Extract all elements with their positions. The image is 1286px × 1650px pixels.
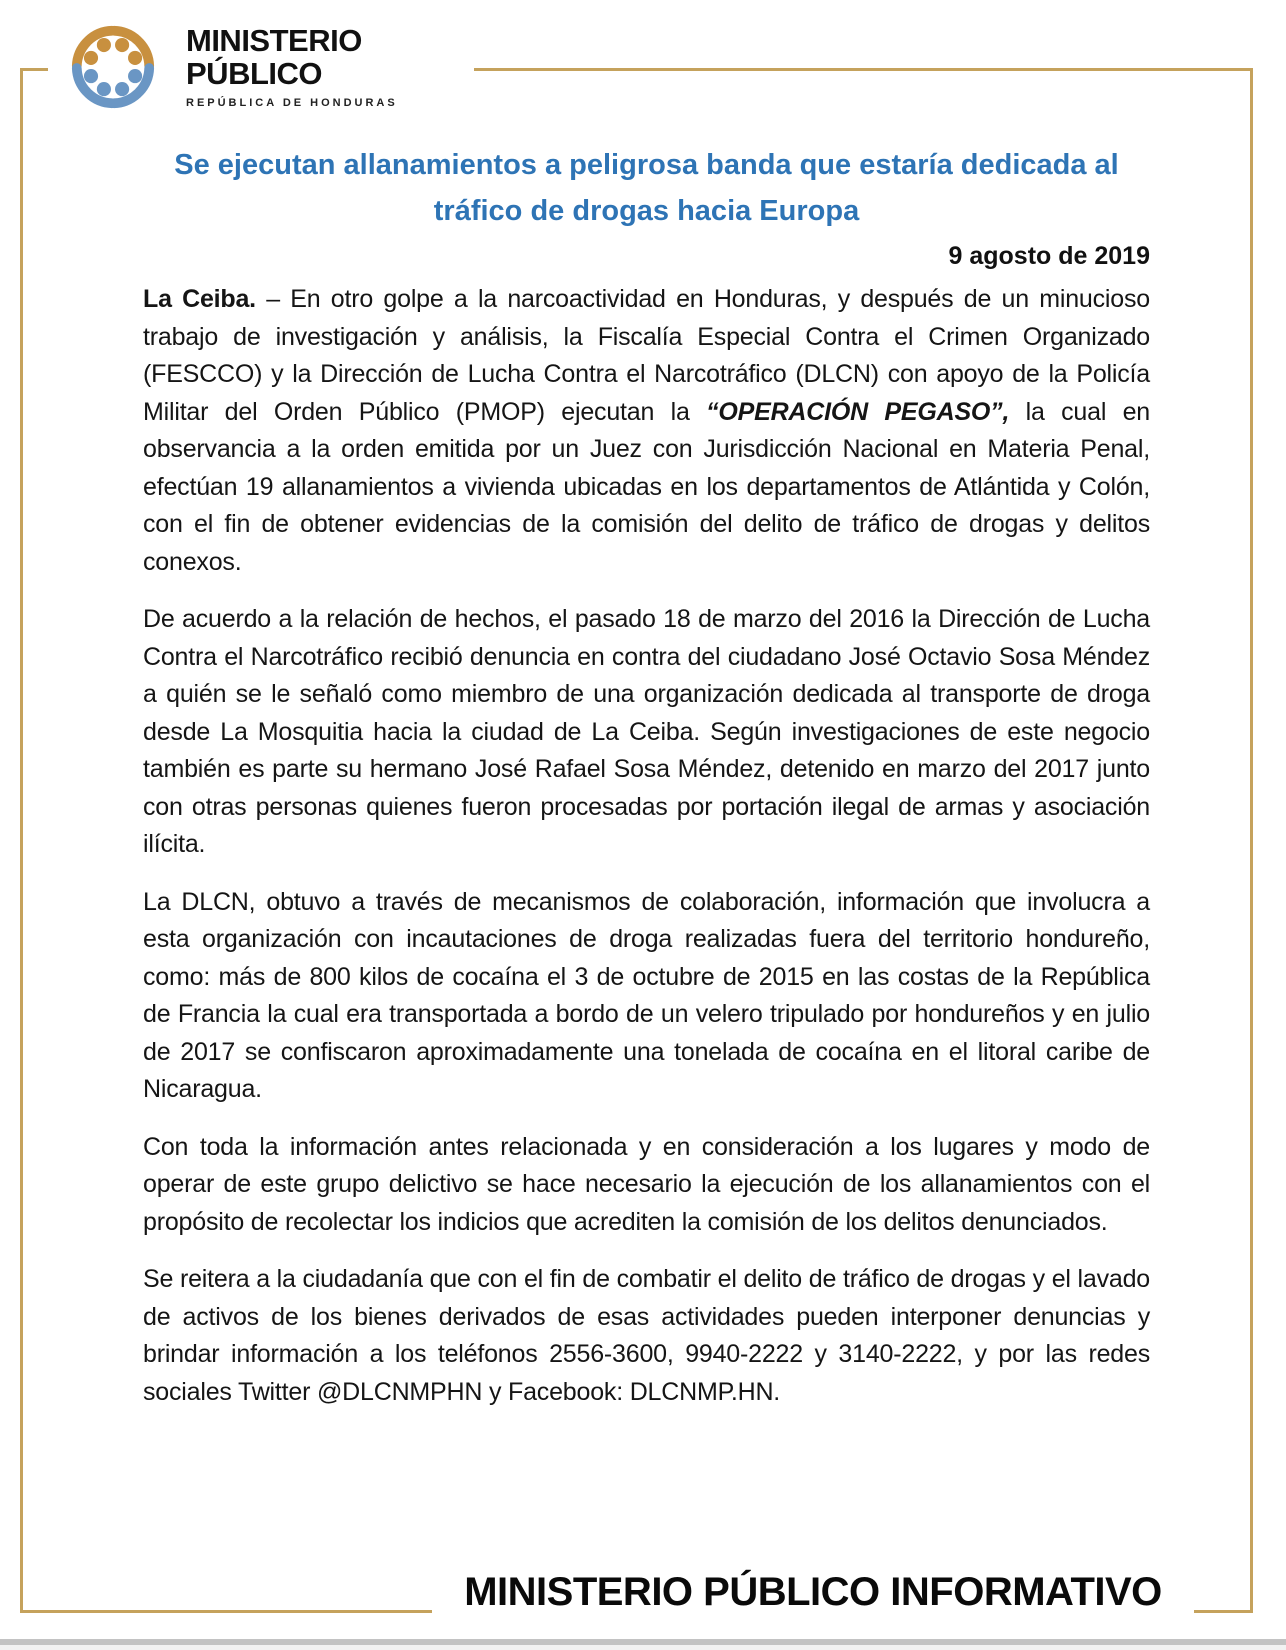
footer-banner: [432, 1568, 1194, 1623]
horizontal-scrollbar-track[interactable]: [0, 1639, 1286, 1650]
ministerio-publico-emblem-icon: [56, 14, 170, 120]
text-run: La DLCN, obtuvo a través de mecanismos de colaboración, información que involucra a esta organización con incautaciones de droga realizadas fuera del territorio hondureño, como: más de 800 kilos de cocaína el 3 de octubre de 2015 en las costas de la República de Francia la cual era transportada a bordo de un velero tripulado por hondureños y en julio de 2017 se confiscaron aproximadamente una tonelada de cocaína en el litoral caribe de Nicaragua.: [143, 887, 1150, 1103]
logo-tagline: REPÚBLICA DE HONDURAS: [186, 97, 398, 109]
text-run: Se reitera a la ciudadanía que con el fin de combatir el delito de tráfico de drogas y el lavado de activos de los bienes derivados de esas actividades pueden interponer denuncias y brindar información a los teléfonos 2556-3600, 9940-2222 y 3140-2222, y por las redes sociales Twitter @DLCNMPHN y Facebook: DLCNMP.HN.: [143, 1265, 1150, 1406]
paragraph: [143, 1129, 1150, 1242]
logo-wordmark: [186, 14, 398, 109]
paragraph: [143, 1261, 1150, 1411]
footer-banner-text: MINISTERIO PÚBLICO INFORMATIVO: [464, 1570, 1162, 1614]
logo-org-name-line1: MINISTERIO: [186, 23, 362, 58]
paragraph: [143, 884, 1150, 1109]
text-run: “OPERACIÓN PEGASO”,: [706, 397, 1010, 426]
paragraph: [143, 601, 1150, 864]
emblem-bottom-figures: [77, 68, 149, 103]
text-run: Con toda la información antes relacionada y en consideración a los lugares y modo de operar de este grupo delictivo se hace necesario la ejecución de los allanamientos con el propósito de recolectar los indicios que acrediten la comisión de los delitos denunciados.: [143, 1132, 1150, 1236]
emblem-top-figures: [77, 31, 149, 66]
article-title: Se ejecutan allanamientos a peligrosa banda que estaría dedicada al tráfico de drogas hacia Europa: [174, 149, 1119, 227]
article: [143, 142, 1150, 1431]
header-logo-block: [48, 10, 474, 130]
article-body: [143, 281, 1150, 1411]
text-run: La Ceiba.: [143, 285, 256, 313]
text-run: – En otro golpe a la narcoactividad en Honduras, y después de un minucioso trabajo de investigación y análisis, la Fiscalía Especial Contra el Crimen Organizado (FESCCO) y la Dirección de Lucha Contra el Narcotráfico (DLCN) con apoyo de la Policía Militar del Orden Público (PMOP) ejecutan la: [143, 285, 1150, 426]
article-date: 9 agosto de 2019: [948, 242, 1150, 270]
text-run: De acuerdo a la relación de hechos, el pasado 18 de marzo del 2016 la Dirección de Lucha Contra el Narcotráfico recibió denuncia en contra del ciudadano José Octavio Sosa Méndez a quién se le señaló como miembro de una organización dedicada al transporte de droga desde La Mosquitia hacia la ciudad de La Ceiba. Según investigaciones de este negocio también es parte su hermano José Rafael Sosa Méndez, detenido en marzo del 2017 junto con otras personas quienes fueron procesadas por portación ilegal de armas y asociación ilícita.: [143, 605, 1150, 858]
text-run: la cual en observancia a la orden emitida por un Juez con Jurisdicción Nacional en Materia Penal, efectúan 19 allanamientos a vivienda ubicadas en los departamentos de Atlántida y Colón, con el fin de obtener evidencias de la comisión del delito de tráfico de drogas y delitos conexos.: [143, 397, 1150, 576]
logo-org-name-line2: PÚBLICO: [186, 56, 322, 91]
paragraph: [143, 281, 1150, 581]
